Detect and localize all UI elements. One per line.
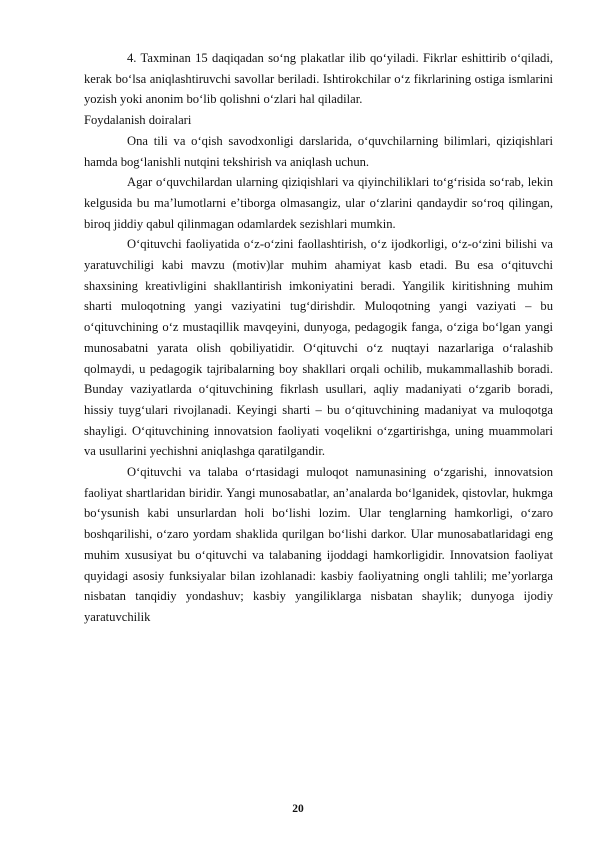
page-number: 20: [292, 803, 304, 815]
section-heading-usage-areas: Foydalanish doiralari: [84, 113, 192, 128]
paragraph-teacher-creativity: O‘qituvchi faoliyatida o‘z-o‘zini faollashtirish, o‘z ijodkorligi, o‘z-o‘zini bilishi va yaratuvchiligi kabi mavzu (motiv)lar muhim ahamiyat kasb etadi. Bu esa o‘qituvchi shaxsining kreativligini shakllantirish imkoniyatini beradi. Yangilik kiritishning muhim sharti muloqotning yangi vaziyatini tug‘dirishdir. Muloqotning yangi vaziyati – bu o‘qituvchining o‘z mustaqillik mavqeyini, dunyoga, pedagogik fanga, o‘ziga bo‘lgan yangi munosabatni yarata olish qobiliyatidir. O‘qituvchi o‘z nuqtayi nazarlariga o‘ralashib qolmaydi, u pedagogik tajribalarning boy shakllari orqali ochilib, mukammallashib boradi. Bunday vaziyatlarda o‘qituvchining fikrlash usullari, aqliy madaniyati o‘zgarib boradi, hissiy tuyg‘ulari rivojlanadi. Keyingi sharti – bu o‘qituvchining madaniyat va muloqotga shayligi. O‘qituvchining innovatsion faoliyati voqelikni o‘zgartirishga, uning muammolari va usullarini yechishni aniqlashga qaratilgandir.: [84, 237, 553, 459]
paragraph-usage-scope: Ona tili va o‘qish savodxonligi darslarida, o‘quvchilarning bilimlari, qiziqishlari hamda bog‘lanishli nutqini tekshirish va aniqlash uchun.: [84, 133, 553, 169]
document-body: [84, 48, 553, 628]
paragraph-teacher-student-communication: O‘qituvchi va talaba o‘rtasidagi muloqot namunasining o‘zgarishi, innovatsion faoliyat shartlaridan biridir. Yangi munosabatlar, an’analarda bo‘lganidek, qistovlar, hukmga bo‘ysunish kabi unsurlardan holi bo‘lishi lozim. Ular tenglarning hamkorligi, o‘zaro boshqarilishi, o‘zaro yordam shaklida qurilgan bo‘lishi darkor. Ular munosabatlaridagi eng muhim xususiyat bu o‘qituvchi va talabaning ijoddagi hamkorligidir. Innovatsion faoliyat quyidagi asosiy funksiyalar bilan izohlanadi: kasbiy faoliyatning ongli tahlili; me’yorlarga nisbatan tanqidiy yondashuv; kasbiy yangiliklarga nisbatan shaylik; dunyoga ijodiy yaratuvchilik: [84, 465, 553, 624]
paragraph-student-interests-warning: Agar o‘quvchilardan ularning qiziqishlari va qiyinchiliklari to‘g‘risida so‘rab, lekin kelgusida bu ma’lumotlarni e’tiborga olmasangiz, ular o‘zlarini qandaydir so‘roq qilingan, biroq jiddiy qabul qilinmagan odamlardek sezishlari mumkin.: [84, 175, 553, 231]
paragraph-step-4: 4. Taxminan 15 daqiqadan so‘ng plakatlar ilib qo‘yiladi. Fikrlar eshittirib o‘qiladi, kerak bo‘lsa aniqlashtiruvchi savollar beriladi. Ishtirokchilar o‘z fikrlarining ostiga ismlarini yozish yoki anonim bo‘lib qolishni o‘zlari hal qiladilar.: [84, 51, 553, 107]
